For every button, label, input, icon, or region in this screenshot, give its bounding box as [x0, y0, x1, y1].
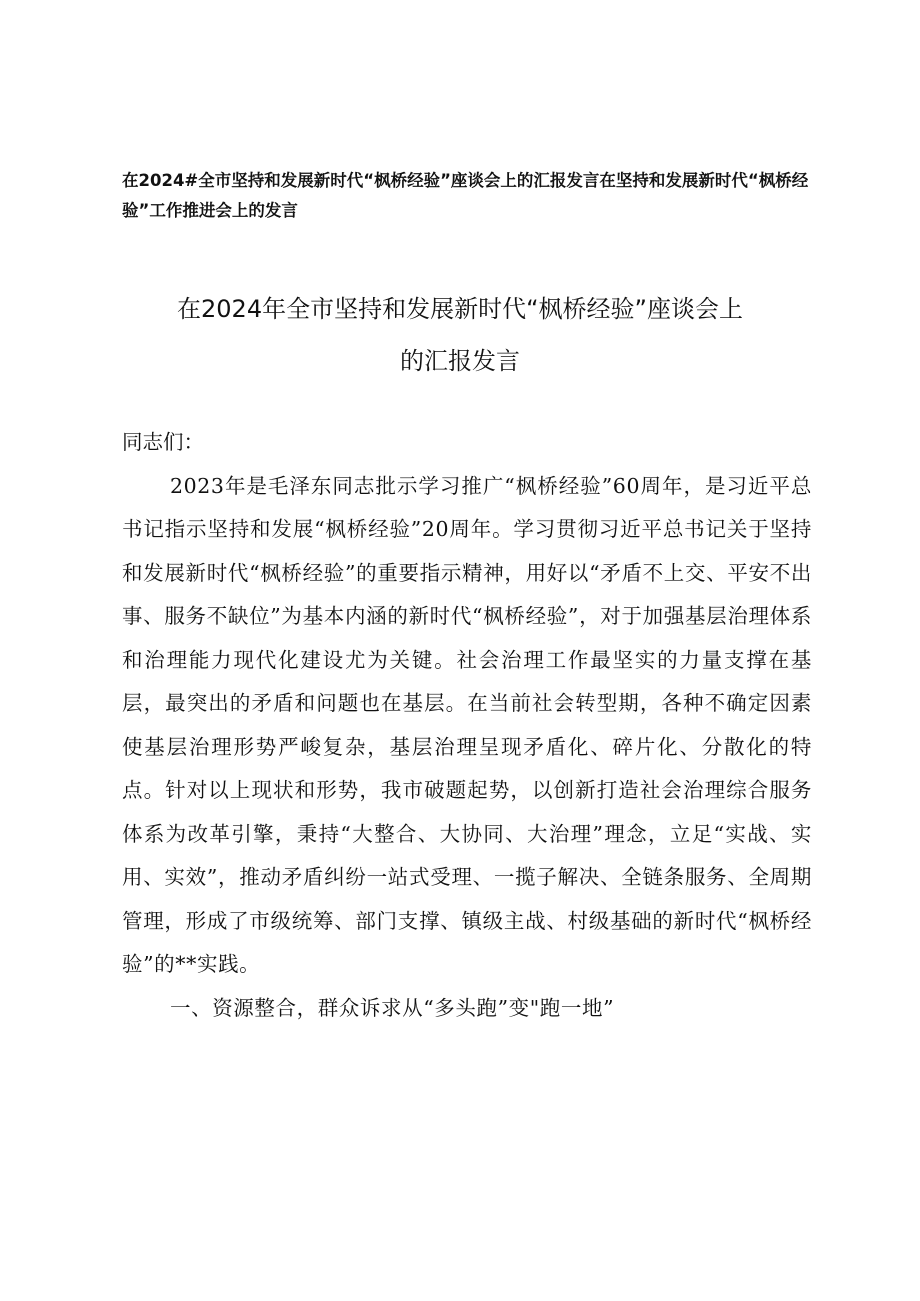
greeting: 同志们：	[122, 430, 204, 454]
section-heading: 一、资源整合，群众诉求从“多头跑”变"跑一地”	[170, 995, 615, 1020]
body-paragraph: 2023年是毛泽东同志批示学习推广“枫桥经验”60周年，是习近平总书记指示坚持和发展“枫桥经验”20周年。学习贯彻习近平总书记关于坚持和发展新时代“枫桥经验”的重要指示精神，用好以“矛盾不上交、平安不出事、服务不缺位”为基本内涵的新时代“枫桥经验”，对于加强基层治理体系和治理能力现代化建设尤为关键。社会治理工作最坚实的力量支撑在基层，最突出的矛盾和问题也在基层。在当前社会转型期，各种不确定因素使基层治理形势严峻复杂，基层治理呈现矛盾化、碎片化、分散化的特点。针对以上现状和形势，我市破题起势，以创新打造社会治理综合服务体系为改革引擎，秉持“大整合、大协同、大治理”理念，立足“实战、实用、实效”，推动矛盾纠纷一站式受理、一揽子解决、全链条服务、全周期管理，形成了市级统筹、部门支撑、镇级主战、村级基础的新时代“枫桥经验”的**实践。	[122, 473, 812, 976]
document-header: 在2024#全市坚持和发展新时代“枫桥经验”座谈会上的汇报发言在坚持和发展新时代“枫桥经验”工作推进会上的发言	[122, 171, 809, 220]
title-line-1: 在2024年全市坚持和发展新时代“枫桥经验”座谈会上	[177, 295, 743, 323]
document-body	[122, 421, 812, 1030]
document-title	[110, 283, 810, 387]
title-line-2: 的汇报发言	[400, 347, 520, 375]
